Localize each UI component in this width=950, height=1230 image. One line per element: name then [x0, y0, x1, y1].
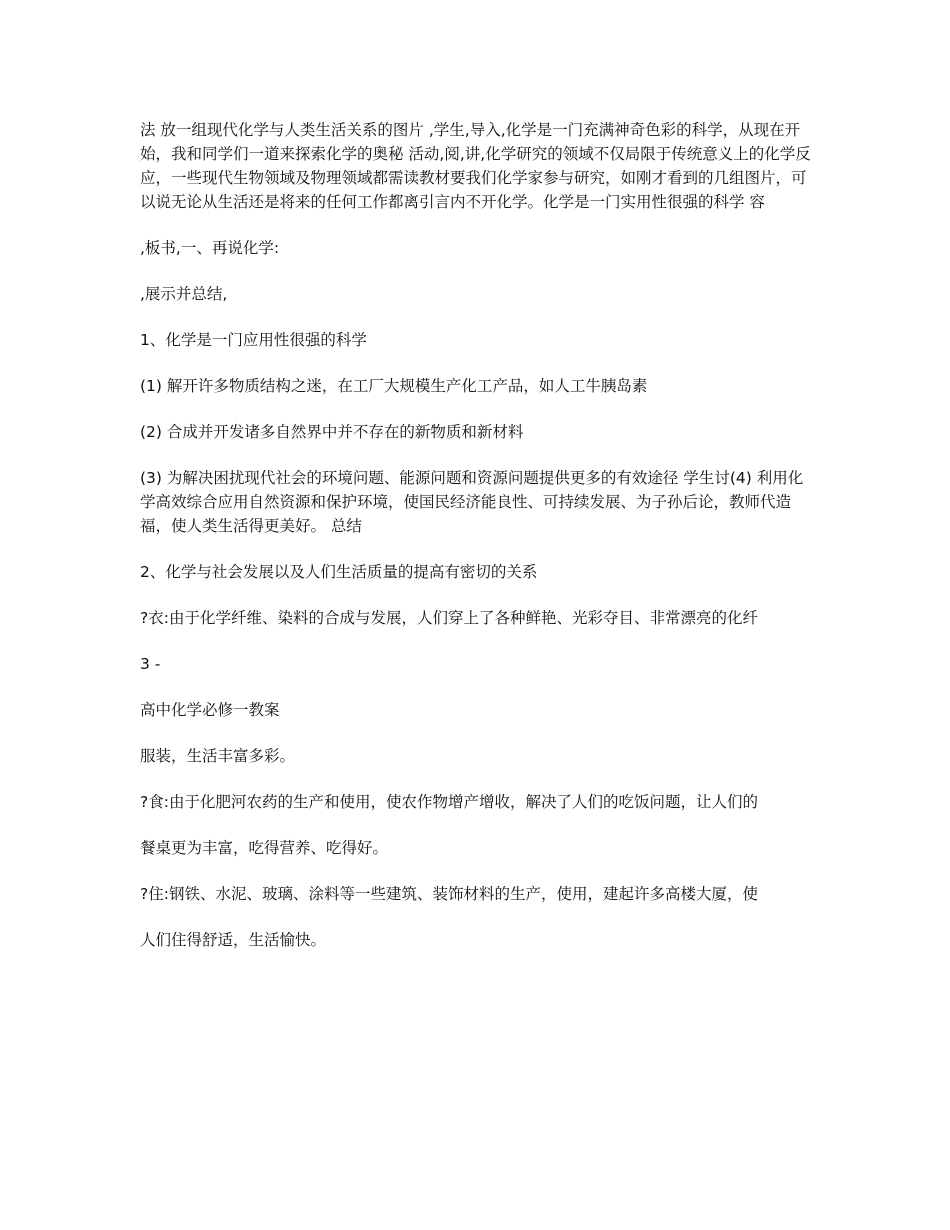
list-item-3-4: (3) 为解决困扰现代社会的环境问题、能源问题和资源问题提供更多的有效途径 学生讨(4) 利用化学高效综合应用自然资源和保护环境，使国民经济能良性、可持续发展、为子孙后论，教师代造福，使人类生活得更美好。 总结: [140, 469, 804, 535]
list-item-2: (2) 合成并开发诸多自然界中并不存在的新物质和新材料: [140, 423, 524, 441]
list-item-1: (1) 解开许多物质结构之迷，在工厂大规模生产化工产品，如人工牛胰岛素: [140, 377, 648, 395]
page-number: 3 -: [140, 655, 161, 673]
intro-paragraph: 法 放一组现代化学与人类生活关系的图片 ,学生,导入,化学是一门充满神奇色彩的科学，从现在开始，我和同学们一道来探索化学的奥秘 活动,阅,讲,化学研究的领域不仅局限于传统意义上的化学反应，一些现代生物领域及物理领域都需读教材要我们化学家参与研究，如刚才看到的几组图片，可以说无论从生活还是将来的任何工作都离引言内不开化学。化学是一门实用性很强的科学 容: [140, 121, 811, 211]
housing-continued: 人们住得舒适，生活愉快。: [140, 931, 327, 949]
summary-note: ,展示并总结,: [140, 285, 228, 303]
food-continued: 餐桌更为丰富，吃得营养、吃得好。: [140, 839, 389, 857]
food-paragraph: ?食:由于化肥河农药的生产和使用，使农作物增产增收，解决了人们的吃饭问题，让人们的: [140, 793, 758, 811]
board-heading: ,板书,一、再说化学:: [140, 239, 280, 257]
clothing-paragraph: ?衣:由于化学纤维、染料的合成与发展，人们穿上了各种鲜艳、光彩夺目、非常漂亮的化纤: [140, 609, 758, 627]
document-body: [140, 118, 812, 974]
section-heading-2: 2、化学与社会发展以及人们生活质量的提高有密切的关系: [140, 563, 538, 581]
document-title: 高中化学必修一教案: [140, 701, 280, 719]
section-heading-1: 1、化学是一门应用性很强的科学: [140, 331, 367, 349]
clothing-continued: 服装，生活丰富多彩。: [140, 747, 296, 765]
housing-paragraph: ?住:钢铁、水泥、玻璃、涂料等一些建筑、装饰材料的生产，使用，建起许多高楼大厦，使: [140, 885, 758, 903]
